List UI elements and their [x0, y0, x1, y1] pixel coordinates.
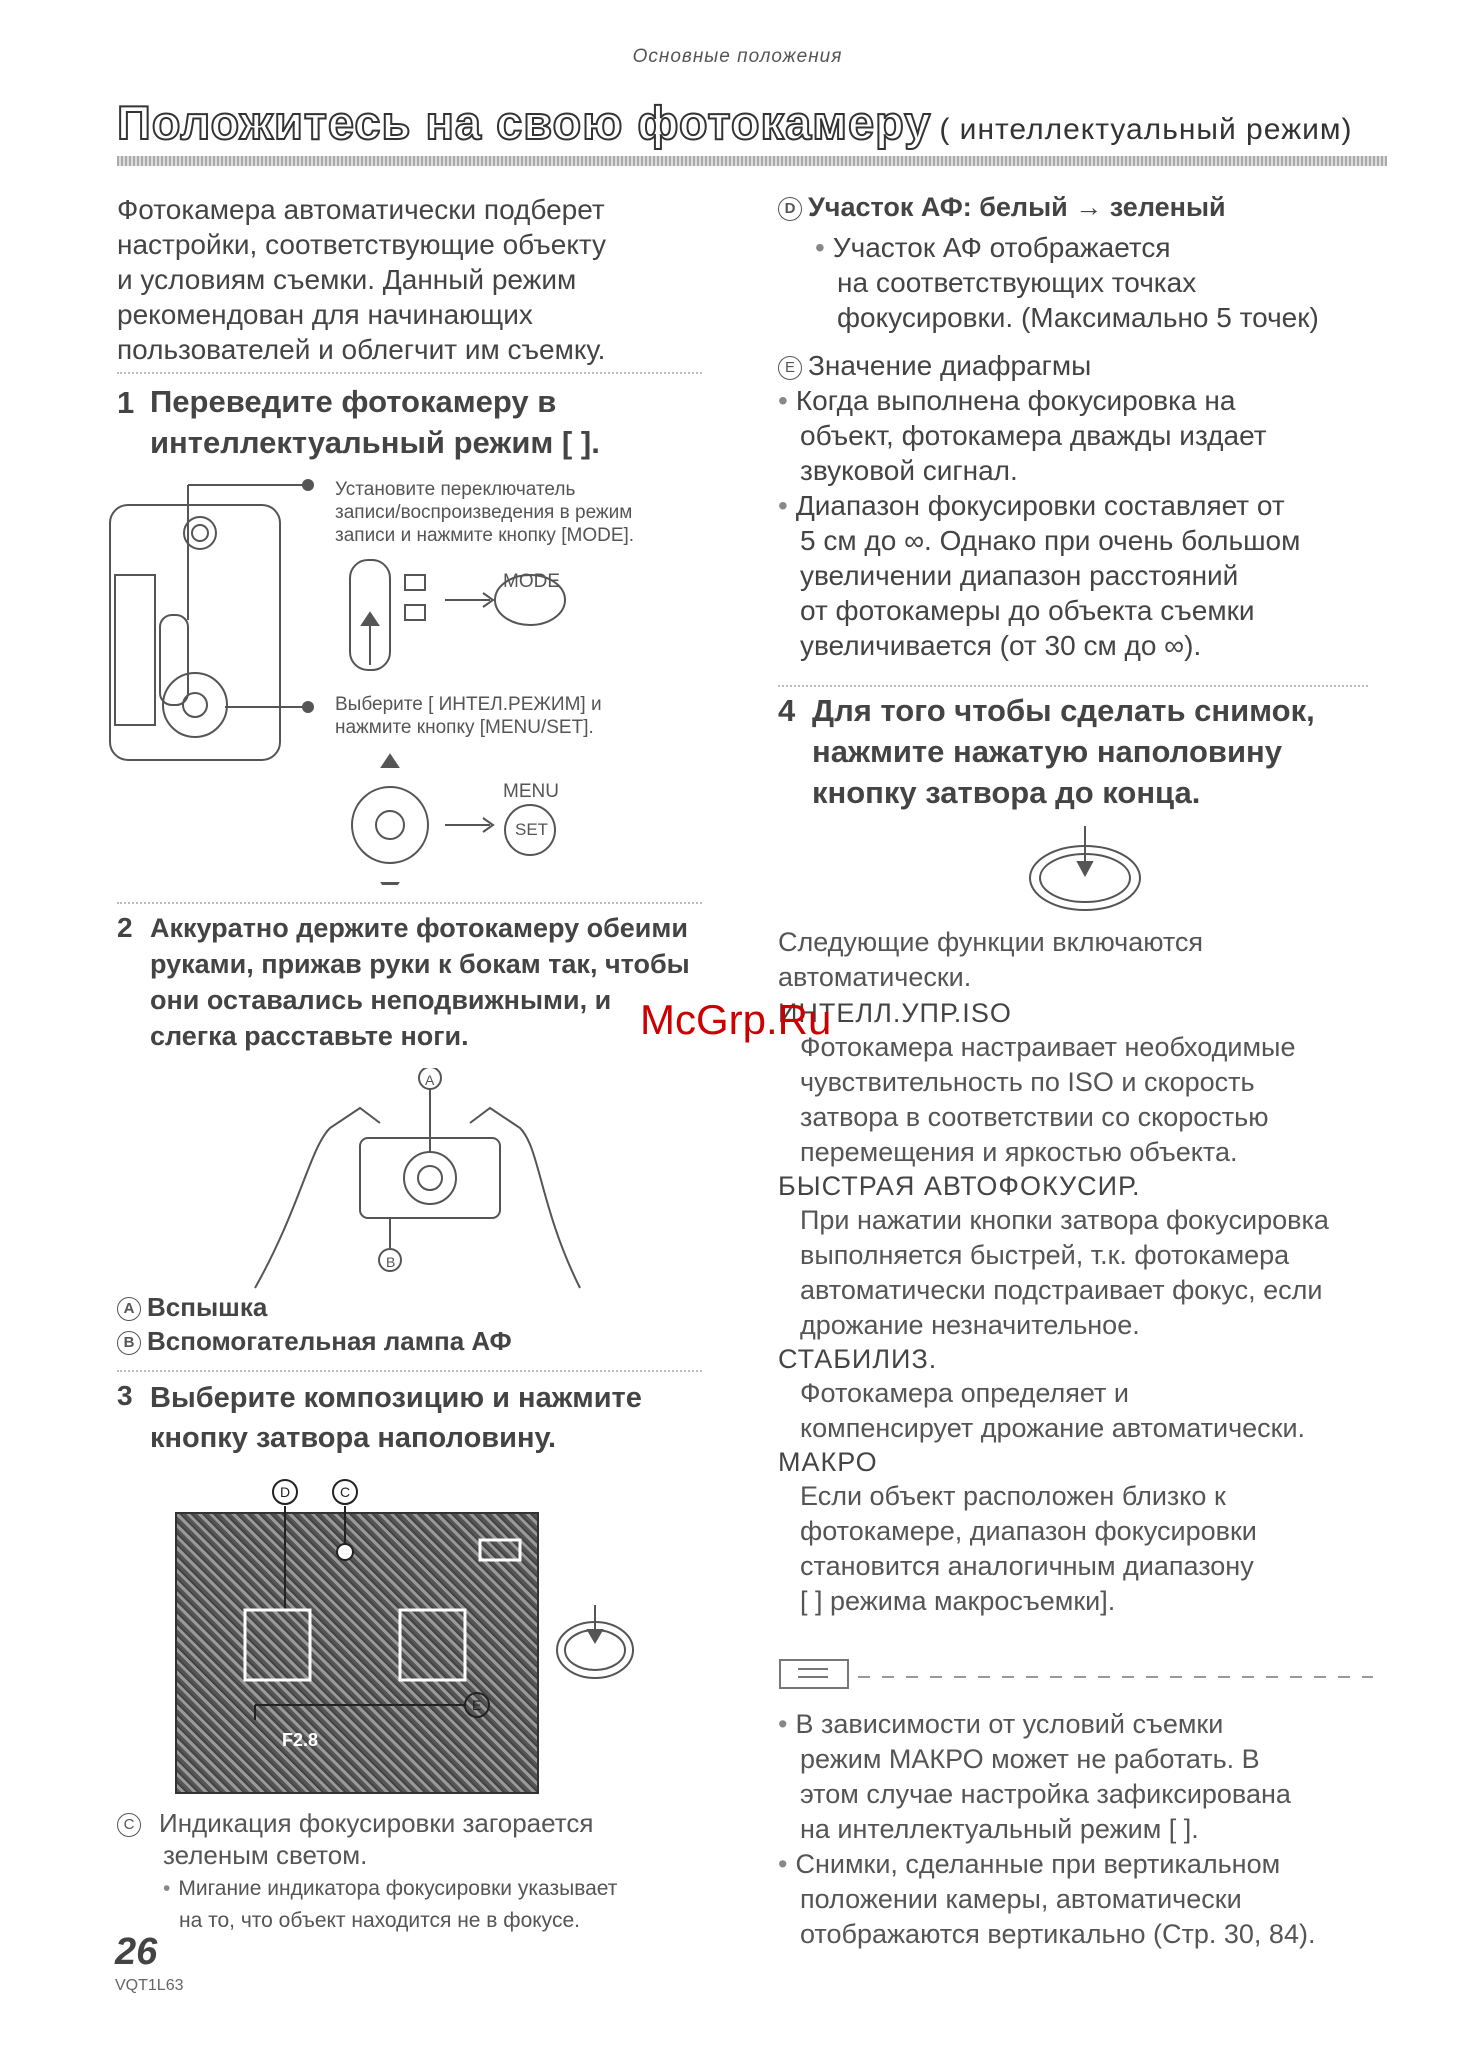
feature-line: становится аналогичным диапазону [800, 1551, 1254, 1581]
bullet-line: от фотокамеры до объекта съемки [800, 595, 1255, 626]
af-area-left [245, 1610, 310, 1680]
camera-icon [405, 575, 425, 590]
step-1-title-line: Переведите фотокамеру в [150, 384, 557, 419]
mode-label: MODE [503, 571, 560, 592]
mode-switch [160, 615, 188, 705]
separator [117, 372, 702, 374]
page-title-text: Положитесь на свою фотокамеру [117, 96, 932, 149]
step-4-title [812, 690, 1382, 813]
bullet-line: объект, фотокамера дважды издает [800, 420, 1267, 451]
separator [117, 902, 702, 904]
label-a: A [425, 1072, 435, 1088]
cursor-buttons [352, 787, 428, 863]
model-code: VQT1L63 [115, 1977, 184, 1994]
step-1-title-line: интеллектуальный режим [ ]. [150, 425, 600, 460]
legend-d-title-text: Участок АФ: белый → зеленый [808, 192, 1226, 222]
step-3-title-line: Выберите композицию и нажмите [150, 1382, 642, 1414]
step-4-number: 4 [778, 693, 796, 728]
notes [778, 1707, 1378, 1952]
note-divider [778, 1655, 1378, 1695]
callout-line: записи/воспроизведения в режим [335, 502, 633, 523]
feature-line: чувствительность по ISO и скорость [800, 1067, 1255, 1097]
legend-c-note [163, 1873, 617, 1937]
aperture-value: F2.8 [282, 1730, 319, 1750]
bullet-line: звуковой сигнал. [800, 455, 1018, 486]
feature-stabilizer-heading: СТАБИЛИЗ. [778, 1344, 938, 1374]
legend-d-line: • Участок АФ отображается [815, 230, 1375, 265]
feature-list [778, 997, 1378, 1619]
focus-indicator [337, 1544, 353, 1560]
feature-line: дрожание незначительное. [800, 1310, 1140, 1340]
feature-line: Фотокамера определяет и [800, 1378, 1129, 1408]
label-d: D [280, 1484, 291, 1500]
auto-intro-line: Следующие функции включаются [778, 927, 1204, 957]
step-3-number: 3 [117, 1380, 133, 1411]
legend-c-text: Индикация фокусировки загорается [159, 1808, 594, 1838]
page-title [117, 95, 1353, 150]
label-b: B [386, 1254, 396, 1270]
feature-iso-heading: ИНТЕЛЛ.УПР.ISO [778, 998, 1012, 1028]
legend-c-text: зеленым светом. [163, 1840, 368, 1870]
right-bullets [778, 383, 1378, 663]
note-line: положении камеры, автоматически [800, 1884, 1242, 1914]
intro-line: рекомендован для начинающих [117, 299, 533, 330]
auto-intro-line: автоматически. [778, 962, 972, 992]
legend-d-body [815, 230, 1375, 335]
step-2-title-line: слегка расставьте ноги. [150, 1021, 469, 1051]
feature-line: При нажатии кнопки затвора фокусировка [800, 1205, 1329, 1235]
step-1-number: 1 [117, 385, 135, 420]
legend-a: A Вспышка [117, 1290, 512, 1324]
callout-mode-switch [335, 478, 715, 547]
step-2-legend [117, 1290, 512, 1358]
step-4-title-line: Для того чтобы сделать снимок, [812, 693, 1315, 728]
camera-lens [404, 1152, 456, 1204]
lcd-overlay [175, 1470, 635, 1800]
legend-c [117, 1807, 593, 1871]
step-3-title-line: кнопку затвора наполовину. [150, 1422, 557, 1454]
note-line: • Мигание индикатора фокусировки указывает [163, 1873, 617, 1905]
callout-line: Установите переключатель [335, 479, 576, 500]
bullet-line: увеличении диапазон расстояний [800, 560, 1239, 591]
note-icon [780, 1660, 848, 1688]
label-c: C [340, 1484, 351, 1500]
callout-menu [335, 693, 715, 739]
note-line: отображаются вертикально (Стр. 30, 84). [800, 1919, 1316, 1949]
step-2-title-line: Аккуратно держите фотокамеру обеими [150, 913, 688, 943]
intro-line: Фотокамера автоматически подберет [117, 194, 605, 225]
label-e: E [472, 1697, 482, 1713]
step-4-title-line: кнопку затвора до конца. [812, 775, 1201, 810]
feature-iso-body [778, 1030, 1378, 1170]
step-1-title [150, 381, 710, 463]
step-2-number: 2 [117, 912, 133, 943]
note-line: • В зависимости от условий съемки [778, 1707, 1378, 1742]
callout-line: нажмите кнопку [MENU/SET]. [335, 717, 594, 738]
feature-fast-af-body [778, 1203, 1378, 1343]
page-title-sub: ( интеллектуальный режим) [939, 113, 1353, 146]
feature-line: компенсирует дрожание автоматически. [800, 1413, 1306, 1443]
watermark: McGrp.Ru [640, 996, 832, 1043]
intro-line: и условиям съемки. Данный режим [117, 264, 577, 295]
camera-screen-edge [115, 575, 155, 725]
feature-line: затвора в соответствии со скоростью [800, 1102, 1269, 1132]
feature-line: выполняется быстрей, т.к. фотокамера [800, 1240, 1290, 1270]
legend-d-title: D Участок АФ: белый → зеленый [778, 192, 1226, 223]
callout-line: Выберите [ ИНТЕЛ.РЕЖИМ] и [335, 694, 602, 715]
page-number: 26 [115, 1931, 158, 1973]
af-area-right [400, 1610, 465, 1680]
set-label: SET [515, 820, 549, 839]
bullet-line: • Когда выполнена фокусировка на [778, 383, 1378, 418]
legend-b-text: Вспомогательная лампа АФ [147, 1326, 512, 1356]
separator [778, 685, 1368, 687]
legend-a-text: Вспышка [147, 1292, 268, 1322]
bullet-line: увеличивается (от 30 см до ∞). [800, 630, 1202, 661]
legend-e: E Значение диафрагмы [778, 348, 1091, 383]
battery-icon [480, 1540, 520, 1560]
menu-label: MENU [503, 781, 559, 802]
title-rule [117, 156, 1387, 166]
note-line: режим МАКРО может не работать. В [800, 1744, 1260, 1774]
legend-c-line-1: C Индикация фокусировки загорается [117, 1807, 593, 1839]
legend-d-line: фокусировки. (Максимально 5 точек) [837, 302, 1319, 333]
step-2-title-line: они оставались неподвижными, и [150, 985, 612, 1015]
legend-b: B Вспомогательная лампа АФ [117, 1324, 512, 1358]
intro-line: настройки, соответствующие объекту [117, 229, 607, 260]
section-header: Основные положения [632, 46, 843, 67]
feature-fast-af-heading: БЫСТРАЯ АВТОФОКУСИР. [778, 1171, 1141, 1201]
bullet-line: 5 см до ∞. Однако при очень большом [800, 525, 1301, 556]
intro-line: пользователей и облегчит им съемку. [117, 334, 606, 365]
play-icon [405, 605, 425, 620]
step-2-title-line: руками, прижав руки к бокам так, чтобы [150, 949, 690, 979]
feature-stabilizer-body [778, 1376, 1378, 1446]
shutter-button-full [1015, 820, 1155, 920]
feature-line: Фотокамера настраивает необходимые [800, 1032, 1296, 1062]
auto-intro [778, 925, 1368, 995]
step-2-title [150, 910, 720, 1054]
note-line: на интеллектуальный режим [ ]. [800, 1814, 1199, 1844]
feature-macro-body [778, 1479, 1378, 1619]
note-line: • Снимки, сделанные при вертикальном [778, 1847, 1378, 1882]
feature-line: перемещения и яркостью объекта. [800, 1137, 1238, 1167]
bullet-line: • Диапазон фокусировки составляет от [778, 488, 1378, 523]
feature-line: [ ] режима макросъемки]. [800, 1586, 1116, 1616]
note-line: этом случае настройка зафиксирована [800, 1779, 1291, 1809]
feature-line: Если объект расположен близко к [800, 1481, 1226, 1511]
separator [117, 1370, 702, 1372]
note-line: на то, что объект находится не в фокусе. [179, 1909, 580, 1932]
legend-d-line: на соответствующих точках [837, 267, 1197, 298]
feature-line: фотокамере, диапазон фокусировки [800, 1516, 1257, 1546]
step-3-title [150, 1378, 720, 1458]
callout-line: записи и нажмите кнопку [MODE]. [335, 525, 635, 546]
camera-body-outline [110, 505, 280, 760]
feature-macro-heading: МАКРО [778, 1447, 878, 1477]
legend-e-text: Значение диафрагмы [808, 350, 1092, 381]
intro-paragraph [117, 192, 707, 367]
step-4-title-line: нажмите нажатую наполовину [812, 734, 1282, 769]
feature-line: автоматически подстраивает фокус, если [800, 1275, 1323, 1305]
holding-camera-illustration [240, 1068, 610, 1298]
